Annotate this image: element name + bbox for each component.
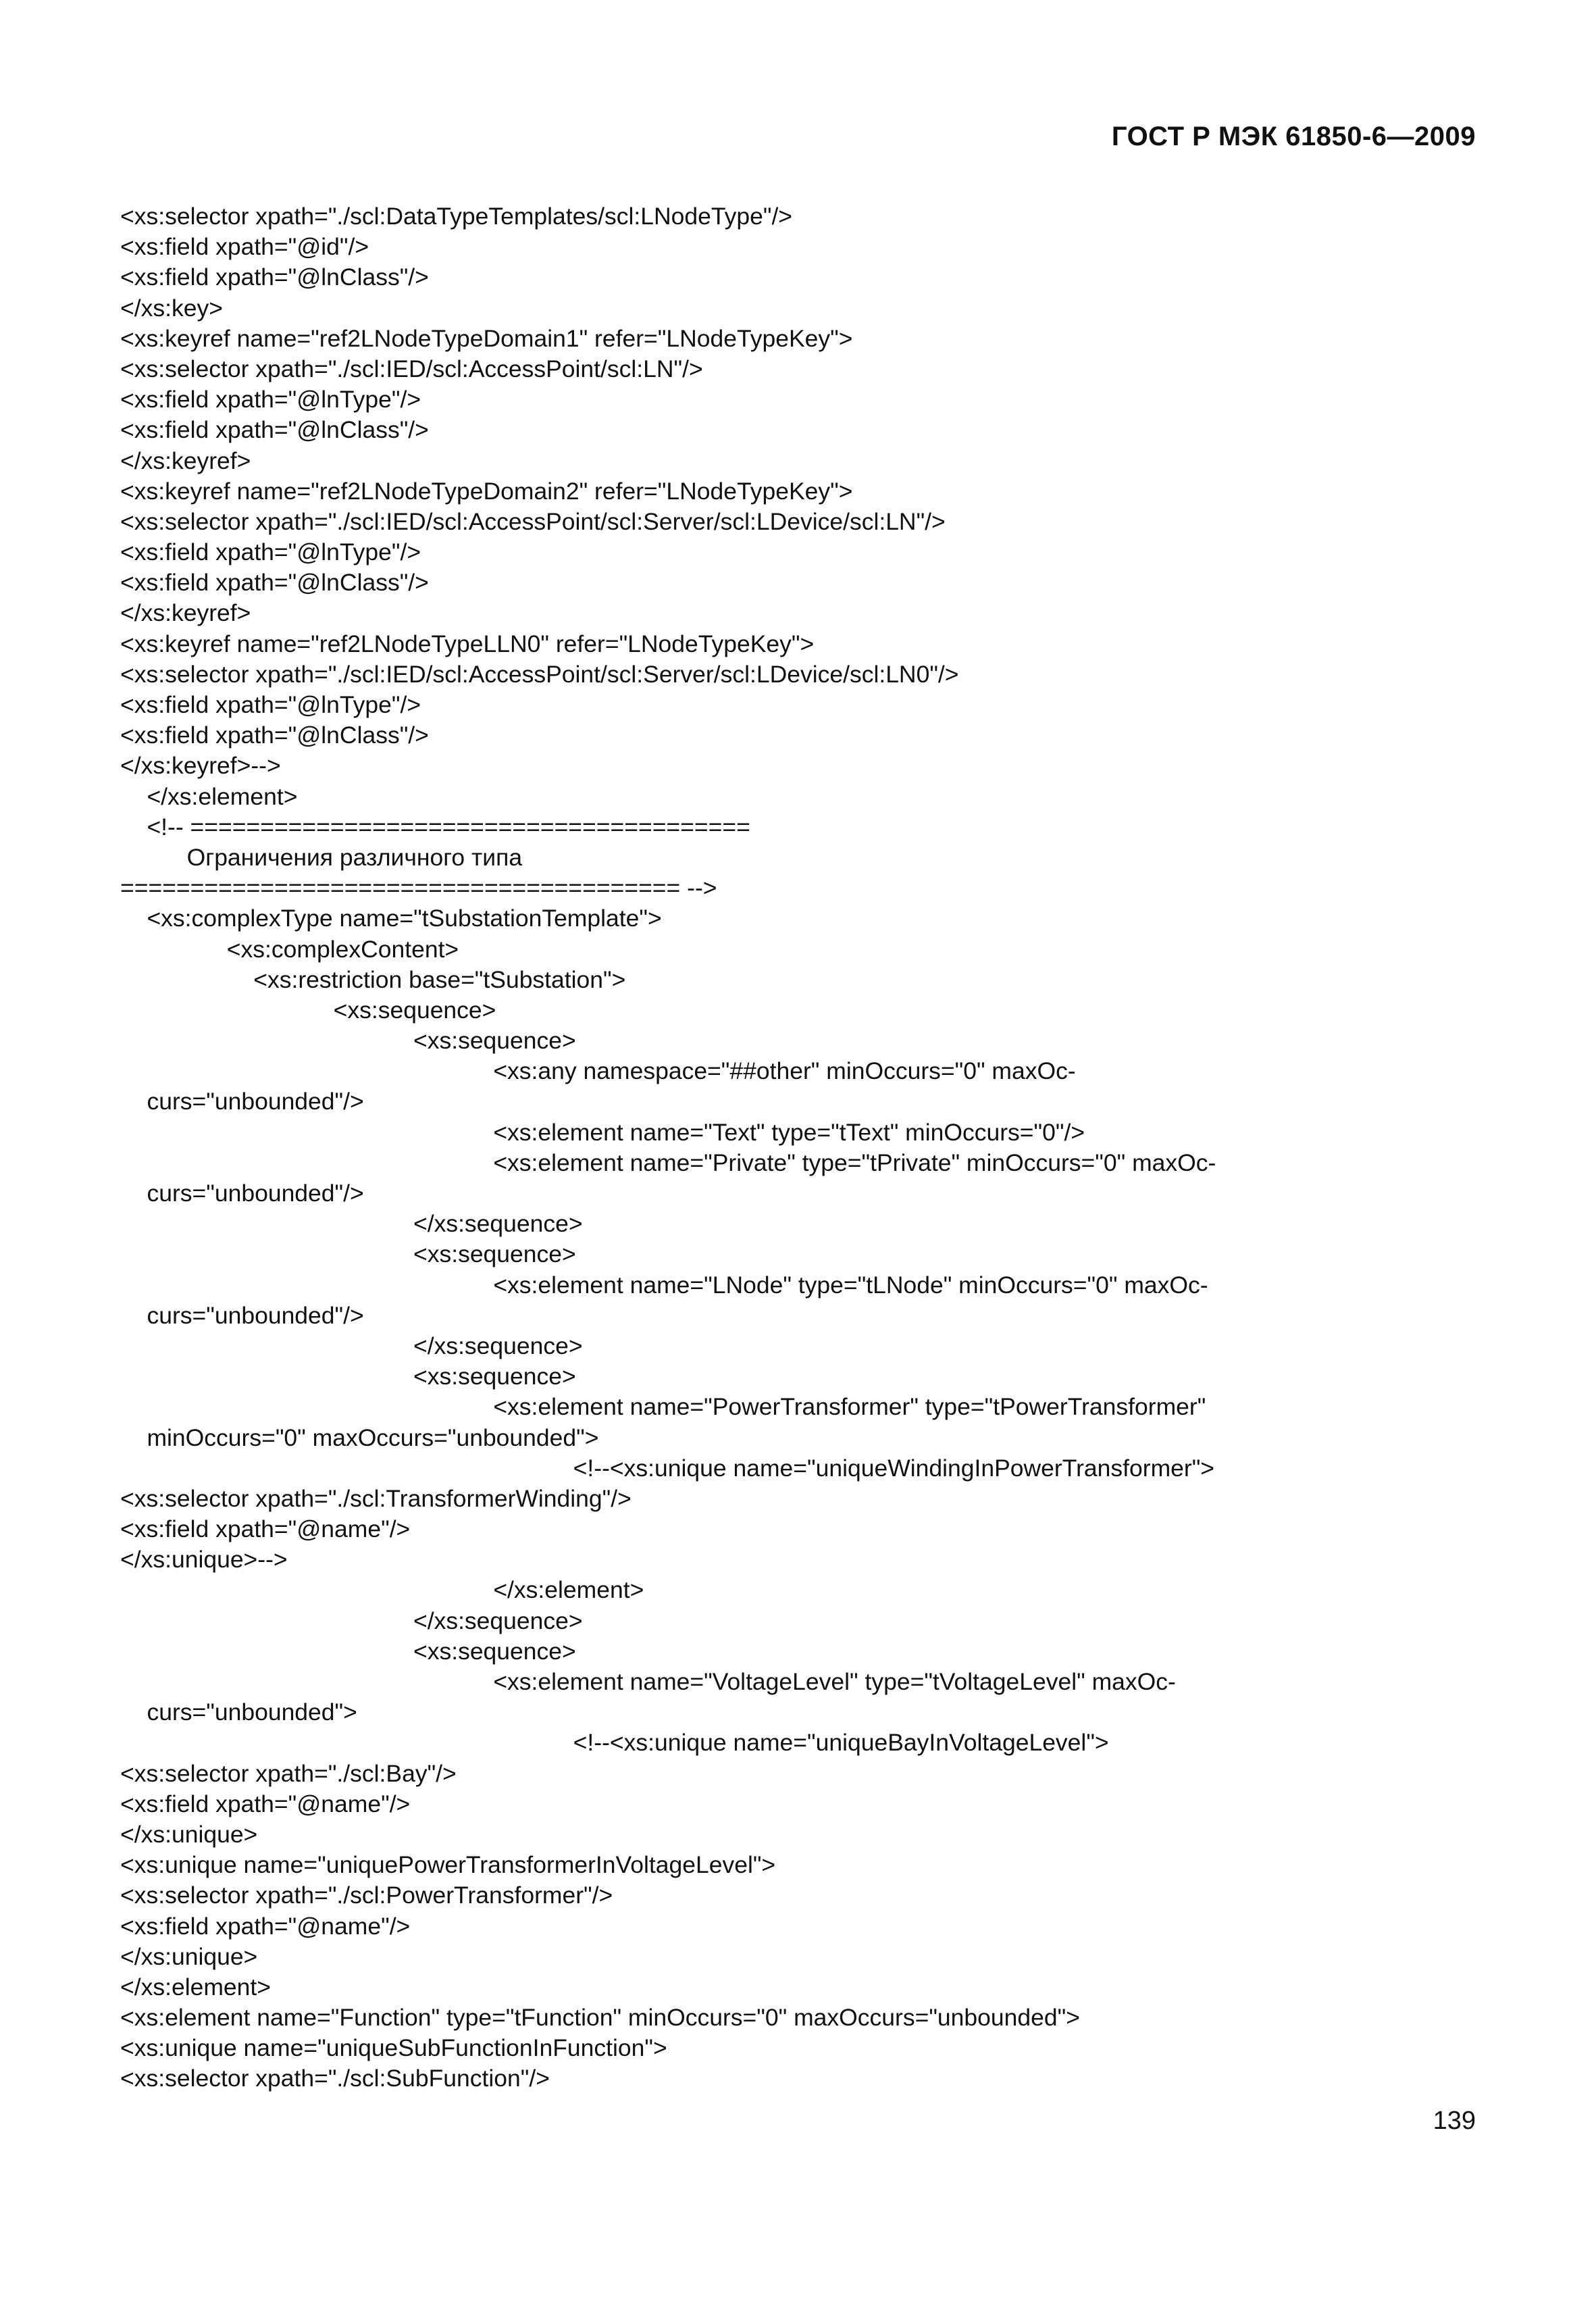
code-line: <xs:element name="VoltageLevel" type="tVoltageLevel" maxOc- (120, 1668, 1176, 1695)
code-line: </xs:sequence> (120, 1332, 583, 1359)
code-line: <xs:selector xpath="./scl:Bay"/> (120, 1759, 457, 1787)
code-line: <xs:selector xpath="./scl:IED/scl:AccessPoint/scl:Server/scl:LDevice/scl:LN0"/> (120, 660, 959, 688)
code-line: <xs:complexContent> (120, 935, 459, 963)
code-line: <xs:restriction base="tSubstation"> (120, 965, 626, 993)
code-line: <xs:field xpath="@lnType"/> (120, 386, 421, 413)
code-line: </xs:element> (120, 1973, 271, 2001)
code-line: <!-- ======================================== (120, 813, 750, 840)
code-line: curs="unbounded"> (120, 1699, 357, 1726)
code-line: <!--<xs:unique name="uniqueWindingInPowerTransformer"> (120, 1454, 1215, 1482)
code-line: <xs:selector xpath="./scl:DataTypeTemplates/scl:LNodeType"/> (120, 203, 793, 230)
code-line: <xs:unique name="uniqueSubFunctionInFunction"> (120, 2034, 667, 2062)
code-line: <xs:field xpath="@lnClass"/> (120, 722, 429, 749)
code-line: <xs:selector xpath="./scl:PowerTransformer"/> (120, 1882, 613, 1909)
code-line: <xs:field xpath="@id"/> (120, 233, 369, 261)
code-line: </xs:element> (120, 1576, 644, 1604)
code-line: <xs:field xpath="@name"/> (120, 1515, 411, 1543)
code-line: <xs:field xpath="@lnType"/> (120, 538, 421, 566)
code-line: <xs:element name="PowerTransformer" type="tPowerTransformer" (120, 1393, 1206, 1421)
code-line: </xs:unique> (120, 1942, 258, 1970)
code-line: minOccurs="0" maxOccurs="unbounded"> (120, 1424, 599, 1451)
code-line: <xs:field xpath="@lnClass"/> (120, 569, 429, 597)
page-number: 139 (1433, 2107, 1476, 2135)
code-line: <xs:selector xpath="./scl:IED/scl:AccessPoint/scl:LN"/> (120, 355, 703, 382)
code-line: </xs:keyref> (120, 599, 251, 627)
code-line: <xs:any namespace="##other" minOccurs="0" maxOc- (120, 1057, 1076, 1085)
code-line: <xs:sequence> (120, 1637, 576, 1665)
code-line: </xs:key> (120, 294, 223, 322)
code-line: <xs:field xpath="@lnClass"/> (120, 263, 429, 291)
document-header-standard-id: ГОСТ Р МЭК 61850-6—2009 (1111, 122, 1476, 151)
code-line: <xs:keyref name="ref2LNodeTypeLLN0" refer="LNodeTypeKey"> (120, 630, 815, 657)
code-line: <xs:unique name="uniquePowerTransformerInVoltageLevel"> (120, 1851, 776, 1879)
code-line: <xs:keyref name="ref2LNodeTypeDomain2" refer="LNodeTypeKey"> (120, 477, 853, 505)
code-line: curs="unbounded"/> (120, 1180, 364, 1207)
code-line: <xs:element name="Text" type="tText" minOccurs="0"/> (120, 1118, 1085, 1146)
code-line: <xs:sequence> (120, 1363, 576, 1390)
code-line: </xs:unique> (120, 1820, 258, 1848)
code-line: curs="unbounded"/> (120, 1301, 364, 1329)
code-line: <xs:sequence> (120, 996, 496, 1024)
code-line: <xs:field xpath="@name"/> (120, 1912, 411, 1940)
code-line: </xs:keyref> (120, 447, 251, 474)
code-line: <xs:element name="Private" type="tPrivate" minOccurs="0" maxOc- (120, 1149, 1216, 1176)
code-line: <xs:selector xpath="./scl:SubFunction"/> (120, 2065, 550, 2092)
code-line: ======================================== --> (120, 874, 717, 902)
code-line: <xs:sequence> (120, 1027, 576, 1055)
code-line: </xs:sequence> (120, 1210, 583, 1238)
code-line: <xs:field xpath="@lnClass"/> (120, 416, 429, 444)
code-line: <!--<xs:unique name="uniqueBayInVoltageLevel"> (120, 1729, 1109, 1757)
code-line: curs="unbounded"/> (120, 1088, 364, 1115)
code-line: <xs:selector xpath="./scl:IED/scl:AccessPoint/scl:Server/scl:LDevice/scl:LN"/> (120, 507, 946, 535)
code-line: </xs:unique>--> (120, 1546, 288, 1574)
xml-schema-code-listing (120, 201, 1404, 2094)
code-line: </xs:element> (120, 782, 298, 810)
code-line: <xs:sequence> (120, 1240, 576, 1268)
code-line: Ограничения различного типа (120, 843, 523, 871)
code-line: <xs:keyref name="ref2LNodeTypeDomain1" refer="LNodeTypeKey"> (120, 324, 853, 352)
code-line: <xs:element name="Function" type="tFunction" minOccurs="0" maxOccurs="unbounded"> (120, 2004, 1080, 2032)
code-line: <xs:complexType name="tSubstationTemplate"> (120, 905, 662, 932)
code-line: </xs:keyref>--> (120, 752, 281, 780)
code-line: </xs:sequence> (120, 1607, 583, 1634)
code-line: <xs:element name="LNode" type="tLNode" minOccurs="0" maxOc- (120, 1271, 1208, 1299)
code-line: <xs:selector xpath="./scl:TransformerWinding"/> (120, 1484, 632, 1512)
code-line: <xs:field xpath="@lnType"/> (120, 691, 421, 718)
code-line: <xs:field xpath="@name"/> (120, 1790, 411, 1817)
